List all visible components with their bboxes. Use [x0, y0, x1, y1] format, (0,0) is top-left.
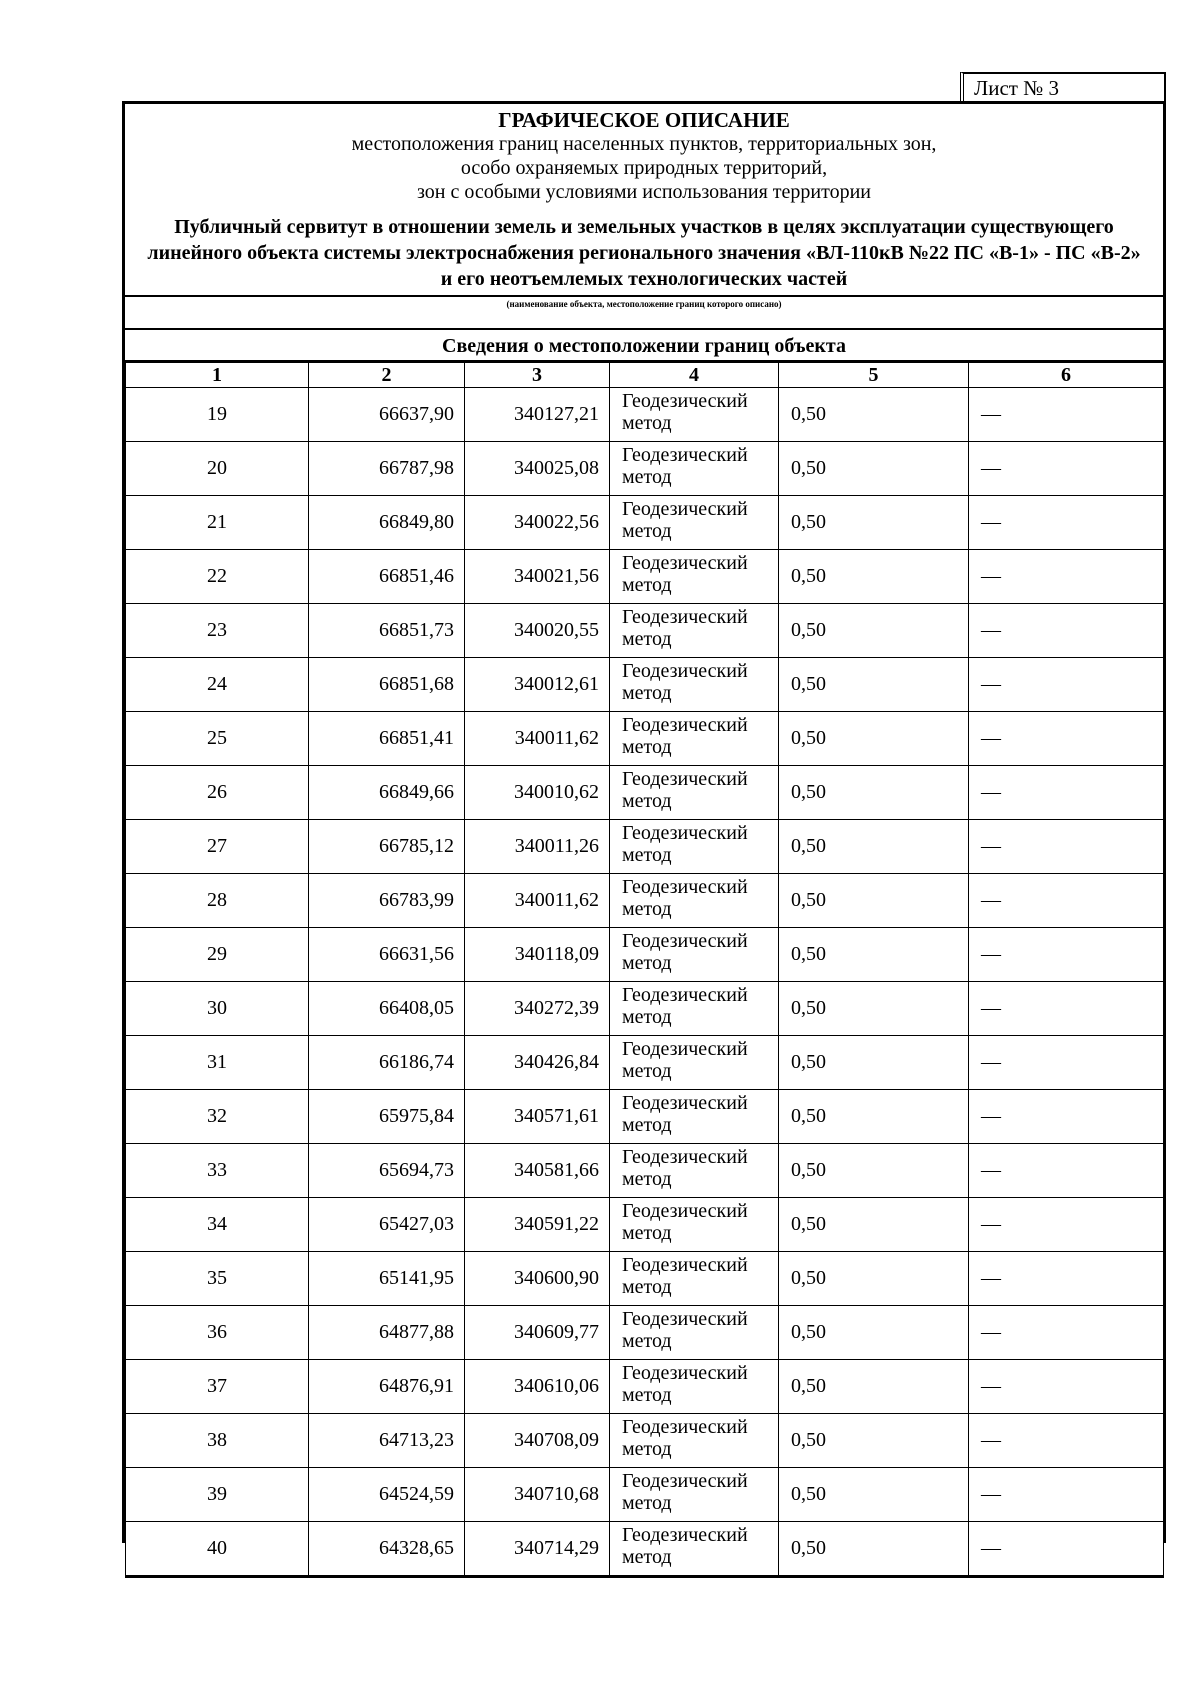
y-coordinate-cell: 340609,77	[465, 1306, 610, 1360]
table-body	[126, 388, 1164, 1577]
y-coordinate-cell: 340011,62	[465, 874, 610, 928]
method-cell: Геодезический метод	[610, 550, 779, 604]
point-number-cell: 21	[126, 496, 309, 550]
method-cell: Геодезический метод	[610, 604, 779, 658]
description-cell: —	[969, 1090, 1164, 1144]
description-cell: —	[969, 442, 1164, 496]
x-coordinate-cell: 66849,80	[309, 496, 465, 550]
accuracy-cell: 0,50	[779, 820, 969, 874]
method-cell: Геодезический метод	[610, 1468, 779, 1522]
point-number-cell: 19	[126, 388, 309, 442]
subtitle-line-2: особо охраняемых природных территорий,	[460, 157, 828, 179]
y-coordinate-cell: 340011,62	[465, 712, 610, 766]
method-cell: Геодезический метод	[610, 1144, 779, 1198]
table-row	[126, 1306, 1164, 1360]
x-coordinate-cell: 64524,59	[309, 1468, 465, 1522]
description-cell: —	[969, 1360, 1164, 1414]
accuracy-cell: 0,50	[779, 874, 969, 928]
description-cell: —	[969, 604, 1164, 658]
point-number-cell: 29	[126, 928, 309, 982]
y-coordinate-cell: 340021,56	[465, 550, 610, 604]
description-cell: —	[969, 1252, 1164, 1306]
x-coordinate-cell: 66783,99	[309, 874, 465, 928]
point-number-cell: 40	[126, 1522, 309, 1577]
y-coordinate-cell: 340600,90	[465, 1252, 610, 1306]
method-cell: Геодезический метод	[610, 928, 779, 982]
method-cell: Геодезический метод	[610, 874, 779, 928]
table-row	[126, 1468, 1164, 1522]
y-coordinate-cell: 340610,06	[465, 1360, 610, 1414]
y-coordinate-cell: 340581,66	[465, 1144, 610, 1198]
table-row	[126, 604, 1164, 658]
table-row	[126, 928, 1164, 982]
method-cell: Геодезический метод	[610, 388, 779, 442]
point-number-cell: 24	[126, 658, 309, 712]
document-header	[125, 103, 1163, 292]
x-coordinate-cell: 64713,23	[309, 1414, 465, 1468]
accuracy-cell: 0,50	[779, 1090, 969, 1144]
point-number-cell: 37	[126, 1360, 309, 1414]
method-cell: Геодезический метод	[610, 766, 779, 820]
accuracy-cell: 0,50	[779, 388, 969, 442]
point-number-cell: 30	[126, 982, 309, 1036]
x-coordinate-cell: 65694,73	[309, 1144, 465, 1198]
x-coordinate-cell: 66851,68	[309, 658, 465, 712]
accuracy-cell: 0,50	[779, 658, 969, 712]
column-header: 6	[969, 362, 1164, 388]
accuracy-cell: 0,50	[779, 1252, 969, 1306]
method-cell: Геодезический метод	[610, 1414, 779, 1468]
description-cell: —	[969, 1522, 1164, 1577]
description-cell: —	[969, 820, 1164, 874]
y-coordinate-cell: 340025,08	[465, 442, 610, 496]
object-caption: (наименование объекта, местоположение границ которого описано)	[506, 299, 782, 309]
method-cell: Геодезический метод	[610, 1036, 779, 1090]
table-row	[126, 712, 1164, 766]
description-cell: —	[969, 1306, 1164, 1360]
accuracy-cell: 0,50	[779, 1036, 969, 1090]
x-coordinate-cell: 66851,46	[309, 550, 465, 604]
accuracy-cell: 0,50	[779, 928, 969, 982]
divider-caption	[125, 328, 1163, 330]
method-cell: Геодезический метод	[610, 820, 779, 874]
x-coordinate-cell: 64328,65	[309, 1522, 465, 1577]
method-cell: Геодезический метод	[610, 982, 779, 1036]
column-header: 4	[610, 362, 779, 388]
y-coordinate-cell: 340011,26	[465, 820, 610, 874]
table-row	[126, 658, 1164, 712]
accuracy-cell: 0,50	[779, 442, 969, 496]
table-row	[126, 820, 1164, 874]
y-coordinate-cell: 340127,21	[465, 388, 610, 442]
column-header: 5	[779, 362, 969, 388]
method-cell: Геодезический метод	[610, 1522, 779, 1577]
x-coordinate-cell: 66637,90	[309, 388, 465, 442]
y-coordinate-cell: 340012,61	[465, 658, 610, 712]
x-coordinate-cell: 65975,84	[309, 1090, 465, 1144]
description-cell: —	[969, 1414, 1164, 1468]
accuracy-cell: 0,50	[779, 1198, 969, 1252]
accuracy-cell: 0,50	[779, 550, 969, 604]
point-number-cell: 25	[126, 712, 309, 766]
point-number-cell: 39	[126, 1468, 309, 1522]
x-coordinate-cell: 66851,73	[309, 604, 465, 658]
method-cell: Геодезический метод	[610, 1252, 779, 1306]
column-header: 3	[465, 362, 610, 388]
description-cell: —	[969, 874, 1164, 928]
x-coordinate-cell: 64876,91	[309, 1360, 465, 1414]
y-coordinate-cell: 340022,56	[465, 496, 610, 550]
table-header-row	[126, 362, 1164, 388]
accuracy-cell: 0,50	[779, 1522, 969, 1577]
description-cell: —	[969, 1198, 1164, 1252]
method-cell: Геодезический метод	[610, 712, 779, 766]
description-cell: —	[969, 550, 1164, 604]
point-number-cell: 27	[126, 820, 309, 874]
point-number-cell: 36	[126, 1306, 309, 1360]
table-row	[126, 1144, 1164, 1198]
point-number-cell: 33	[126, 1144, 309, 1198]
point-number-cell: 31	[126, 1036, 309, 1090]
x-coordinate-cell: 66785,12	[309, 820, 465, 874]
description-cell: —	[969, 658, 1164, 712]
y-coordinate-cell: 340591,22	[465, 1198, 610, 1252]
method-cell: Геодезический метод	[610, 1198, 779, 1252]
table-row	[126, 1522, 1164, 1577]
description-cell: —	[969, 982, 1164, 1036]
x-coordinate-cell: 66851,41	[309, 712, 465, 766]
table-row	[126, 982, 1164, 1036]
point-number-cell: 38	[126, 1414, 309, 1468]
description-cell: —	[969, 928, 1164, 982]
accuracy-cell: 0,50	[779, 604, 969, 658]
method-cell: Геодезический метод	[610, 1306, 779, 1360]
table-row	[126, 766, 1164, 820]
point-number-cell: 22	[126, 550, 309, 604]
y-coordinate-cell: 340708,09	[465, 1414, 610, 1468]
y-coordinate-cell: 340020,55	[465, 604, 610, 658]
point-number-cell: 32	[126, 1090, 309, 1144]
y-coordinate-cell: 340010,62	[465, 766, 610, 820]
y-coordinate-cell: 340426,84	[465, 1036, 610, 1090]
document-title: ГРАФИЧЕСКОЕ ОПИСАНИЕ	[498, 108, 790, 132]
column-header: 2	[309, 362, 465, 388]
y-coordinate-cell: 340118,09	[465, 928, 610, 982]
table-row	[126, 1036, 1164, 1090]
x-coordinate-cell: 66408,05	[309, 982, 465, 1036]
table-row	[126, 1198, 1164, 1252]
description-cell: —	[969, 766, 1164, 820]
accuracy-cell: 0,50	[779, 496, 969, 550]
x-coordinate-cell: 66186,74	[309, 1036, 465, 1090]
section-title: Сведения о местоположении границ объекта	[442, 335, 846, 357]
y-coordinate-cell: 340272,39	[465, 982, 610, 1036]
method-cell: Геодезический метод	[610, 1090, 779, 1144]
table-row	[126, 1414, 1164, 1468]
description-cell: —	[969, 496, 1164, 550]
table-row	[126, 1090, 1164, 1144]
description-cell: —	[969, 1468, 1164, 1522]
coordinates-table	[125, 360, 1164, 1578]
point-number-cell: 34	[126, 1198, 309, 1252]
table-row	[126, 388, 1164, 442]
method-cell: Геодезический метод	[610, 442, 779, 496]
point-number-cell: 35	[126, 1252, 309, 1306]
point-number-cell: 23	[126, 604, 309, 658]
y-coordinate-cell: 340714,29	[465, 1522, 610, 1577]
x-coordinate-cell: 65427,03	[309, 1198, 465, 1252]
x-coordinate-cell: 65141,95	[309, 1252, 465, 1306]
accuracy-cell: 0,50	[779, 982, 969, 1036]
table-row	[126, 1360, 1164, 1414]
accuracy-cell: 0,50	[779, 1414, 969, 1468]
x-coordinate-cell: 66849,66	[309, 766, 465, 820]
accuracy-cell: 0,50	[779, 766, 969, 820]
table-row	[126, 1252, 1164, 1306]
column-header: 1	[126, 362, 309, 388]
divider-object	[125, 295, 1163, 297]
object-name: Публичный сервитут в отношении земель и земельных участков в целях эксплуатации существующего линейного объекта системы электроснабжения регионального значения «ВЛ-110кВ №22 ПС «В-1» - ПС «В-2» и его неотъемлемых технологических частей	[147, 216, 1141, 290]
accuracy-cell: 0,50	[779, 1360, 969, 1414]
method-cell: Геодезический метод	[610, 496, 779, 550]
accuracy-cell: 0,50	[779, 1468, 969, 1522]
method-cell: Геодезический метод	[610, 658, 779, 712]
point-number-cell: 28	[126, 874, 309, 928]
table-row	[126, 496, 1164, 550]
table-row	[126, 874, 1164, 928]
accuracy-cell: 0,50	[779, 1306, 969, 1360]
accuracy-cell: 0,50	[779, 712, 969, 766]
description-cell: —	[969, 1144, 1164, 1198]
subtitle-line-3: зон с особыми условиями использования территории	[416, 181, 872, 203]
x-coordinate-cell: 66787,98	[309, 442, 465, 496]
subtitle-line-1: местоположения границ населенных пунктов, территориальных зон,	[351, 133, 937, 155]
accuracy-cell: 0,50	[779, 1144, 969, 1198]
x-coordinate-cell: 66631,56	[309, 928, 465, 982]
description-cell: —	[969, 712, 1164, 766]
sheet-number: Лист № 3	[960, 72, 1166, 102]
y-coordinate-cell: 340710,68	[465, 1468, 610, 1522]
document-frame	[122, 103, 1166, 1568]
point-number-cell: 26	[126, 766, 309, 820]
x-coordinate-cell: 64877,88	[309, 1306, 465, 1360]
description-cell: —	[969, 388, 1164, 442]
y-coordinate-cell: 340571,61	[465, 1090, 610, 1144]
description-cell: —	[969, 1036, 1164, 1090]
point-number-cell: 20	[126, 442, 309, 496]
table-row	[126, 550, 1164, 604]
table-row	[126, 442, 1164, 496]
method-cell: Геодезический метод	[610, 1360, 779, 1414]
